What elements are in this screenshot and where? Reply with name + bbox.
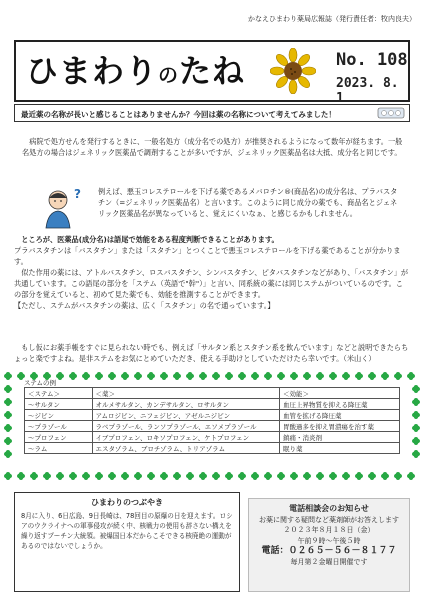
sunflower-icon	[270, 48, 316, 94]
table-cell: エスタゾラム、ブロチゾラム、トリアゾラム	[92, 443, 280, 454]
consult-heading: 電話相談会のお知らせ	[289, 504, 369, 513]
thinking-person-icon	[36, 186, 88, 230]
clover-icon	[173, 472, 181, 480]
intro-banner	[14, 104, 410, 122]
clover-icon	[407, 472, 415, 480]
clover-icon	[412, 398, 420, 406]
clover-icon	[412, 385, 420, 393]
table-cell: ～サルタン	[25, 399, 93, 410]
title-no: の	[158, 63, 180, 87]
murmur-text: 8月に入り、6日広島、9日長崎は、78回目の原爆の日を迎えます。ロシアのウクライナへの軍事侵攻が続く中、核戦力の使用も辞さない構えを繰り返すプーチン大統領。被爆国日本だからこそできる核廃絶の運動があるのではないでしょうか。	[21, 512, 233, 550]
clover-icon	[30, 472, 38, 480]
table-row	[25, 399, 400, 410]
phone-consultation-notice	[248, 498, 410, 592]
consult-time: 午前９時～午後５時	[297, 536, 361, 545]
stem-paragraph-3: 似た作用の薬には、アトルバスタチン、ロスバスタチン、シンバスタチン、ピタバスタチンなどがあり、「バスタチン」が共通しています。この語尾の部分を「ステム（英語で"幹"）」と言い、同系統の薬には同じステムがついているのです。この部分を覚えていると、初めて見た薬でも、効能を推測することができます。	[14, 268, 409, 299]
clover-icon	[290, 472, 298, 480]
clover-icon	[368, 472, 376, 480]
table-cell: ～プラゾール	[25, 421, 93, 432]
clover-icon	[82, 472, 90, 480]
table-cell: イブプロフェン、ロキソプロフェン、ケトプロフェン	[92, 432, 280, 443]
clover-icon	[251, 472, 259, 480]
clover-icon	[121, 472, 129, 480]
table-cell: ラベプラゾール、ランソプラゾール、エソメプラゾール	[92, 421, 280, 432]
clover-icon	[412, 411, 420, 419]
table-cell: オルメサルタン、カンデサルタン、ロサルタン	[92, 399, 280, 410]
header-stem: ＜ステム＞	[25, 388, 93, 399]
clover-icon	[412, 424, 420, 432]
table-cell: 血圧上昇物質を抑える降圧薬	[280, 399, 400, 410]
intro-text: 最近薬の名称が長いと感じることはありませんか？今回は薬の名称について考えてみました！	[21, 110, 336, 119]
stem-table	[24, 387, 400, 454]
header-effect: ＜効能＞	[280, 388, 400, 399]
stem-explanation	[14, 234, 410, 311]
table-cell: アムロジピン、ニフェジピン、アゼルニジピン	[92, 410, 280, 421]
table-row	[25, 432, 400, 443]
clover-icon	[147, 472, 155, 480]
clover-icon	[186, 472, 194, 480]
clover-icon	[199, 472, 207, 480]
table-cell: ～ラム	[25, 443, 93, 454]
newsletter-title	[26, 46, 245, 92]
table-header-row	[25, 388, 400, 399]
closing-paragraph: もし仮にお薬手帳をすぐに見られない時でも、例えば「サルタン系とスタチン系を飲んでいます」などと説明できたらちょっと楽ですよね。是非ステムをお気にとめていただき、使える手助けとしていただけたら幸いです。（米山く）	[14, 343, 409, 363]
clover-icon	[17, 472, 25, 480]
example-paragraph: 例えば、悪玉コレステロールを下げる薬であるメバロチン®(商品名)の成分名は、プラバスタチン（=ジェネリック医薬品名）と言います。このように同じ成分の薬でも、商品名とジェネリック医薬品名が異なっていると、覚えにくいなぁ、と感じるかもしれません。	[98, 187, 398, 218]
header-drugs: ＜薬＞	[92, 388, 280, 399]
clover-icon	[4, 472, 12, 480]
clover-icon	[4, 385, 12, 393]
clover-icon	[108, 472, 116, 480]
clover-icon	[69, 472, 77, 480]
himawari-murmur-box	[14, 492, 240, 592]
consult-note: 毎月第２金曜日開催です	[290, 557, 368, 566]
clover-icon	[316, 472, 324, 480]
table-cell: 鎮痛・消炎剤	[280, 432, 400, 443]
stem-paragraph-2: プラバスタチンは「バスタチン」または「スタチン」とつくことで悪玉コレステロールを下げる薬であることが分かります。	[14, 246, 401, 266]
clover-icon	[56, 472, 64, 480]
table-row	[25, 410, 400, 421]
clover-icon	[355, 472, 363, 480]
stem-examples	[24, 378, 400, 454]
table-cell: 血管を拡げる降圧薬	[280, 410, 400, 421]
clover-icon	[212, 472, 220, 480]
masthead	[14, 40, 410, 106]
clover-icon	[43, 472, 51, 480]
clover-icon	[160, 472, 168, 480]
clover-icon	[95, 472, 103, 480]
consult-line1: お薬に関する疑問など薬剤師がお答えします	[259, 515, 399, 524]
clover-icon	[238, 472, 246, 480]
clover-icon	[394, 472, 402, 480]
stem-note: 【ただし、ステムがバスタチンの薬は、広く「スタチン」の名で通っています。】	[14, 301, 275, 310]
table-row	[25, 421, 400, 432]
table-cell: ～プロフェン	[25, 432, 93, 443]
clover-icon	[4, 372, 12, 380]
issue-date: 2023. 8. 1	[336, 76, 399, 106]
publisher-line: かなえひまわり薬局広報誌（発行責任者：牧内良夫）	[248, 15, 416, 23]
clover-icon	[4, 437, 12, 445]
stem-table-caption: ステムの例	[24, 379, 57, 387]
consult-date: ２０２３年８月１８日（金）	[283, 526, 375, 534]
clover-icon	[412, 437, 420, 445]
clover-icon	[342, 472, 350, 480]
pill-sheet-icon	[377, 106, 405, 120]
paragraph-1: 病院で処方せんを発行するときに、一般名処方（成分名での処方）が推奨されるようになって数年が経ちます。一般名処方の場合はジェネリック医薬品で調剤することが多いですが、ジェネリック医薬品名は大抵、成分名と同じです。	[22, 137, 403, 157]
clover-icon	[412, 450, 420, 458]
table-row	[25, 443, 400, 454]
intro-paragraph	[22, 136, 404, 158]
issue-number: No. 108	[336, 50, 408, 70]
table-cell: 胃酸過多を抑え胃潰瘍を治す薬	[280, 421, 400, 432]
murmur-heading: ひまわりのつぶやき	[91, 498, 163, 507]
clover-icon	[134, 472, 142, 480]
svg-text:?: ?	[74, 187, 81, 201]
clover-icon	[381, 472, 389, 480]
clover-icon	[225, 472, 233, 480]
clover-icon	[277, 472, 285, 480]
clover-icon	[4, 450, 12, 458]
clover-icon	[264, 472, 272, 480]
title-himawari: ひまわり	[26, 52, 159, 90]
clover-icon	[329, 472, 337, 480]
stem-lead: ところが、医薬品(成分名)は語尾で効能をある程度判断できることがあります。	[21, 235, 279, 244]
clover-icon	[4, 424, 12, 432]
table-cell: 眠り薬	[280, 443, 400, 454]
title-tane: たね	[179, 52, 246, 90]
clover-icon	[4, 411, 12, 419]
table-cell: ～ジピン	[25, 410, 93, 421]
consult-phone: 電話：０２６５－５６－８１７７	[261, 546, 397, 556]
clover-icon	[407, 372, 415, 380]
clover-icon	[4, 398, 12, 406]
clover-icon	[303, 472, 311, 480]
